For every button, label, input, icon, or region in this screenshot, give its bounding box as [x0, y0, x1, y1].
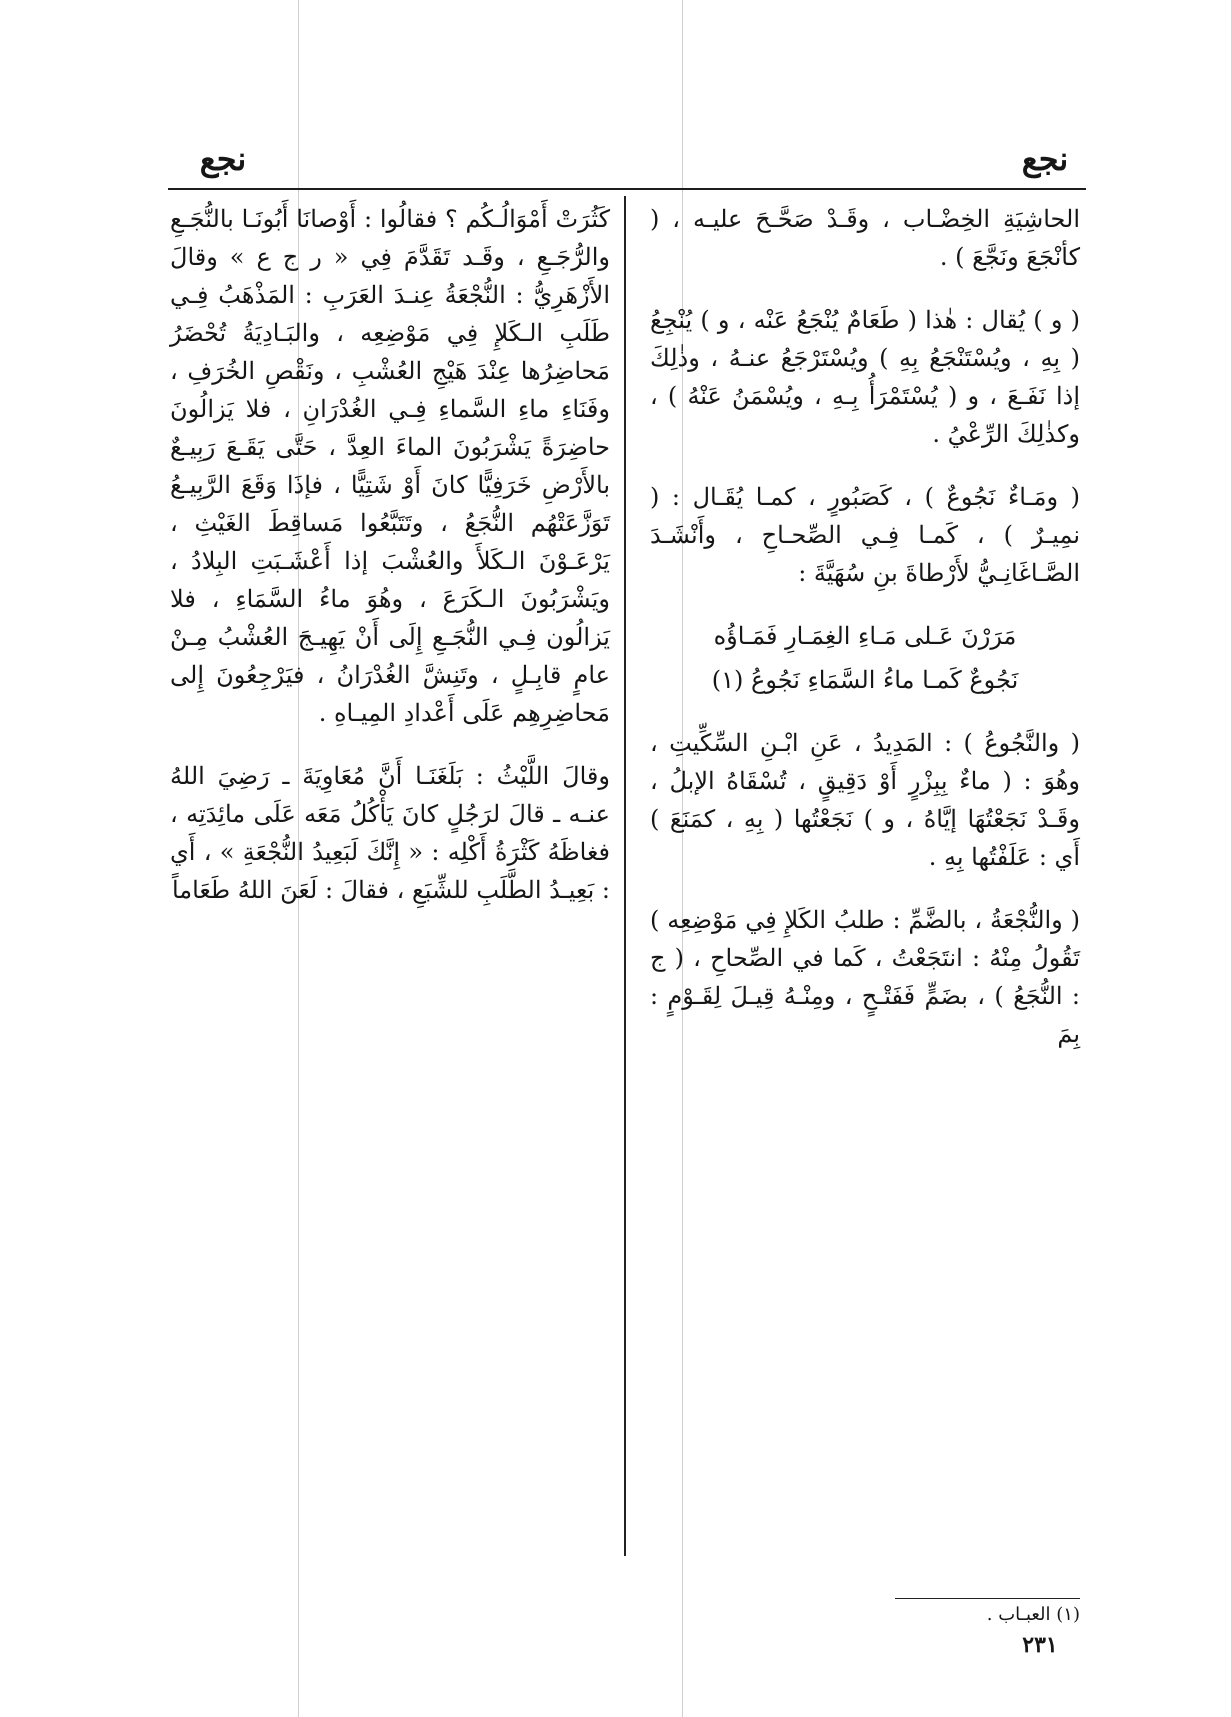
verse-line: مَرَرْنَ عَـلى مَـاءِ الغِمَـارِ فَمَـاؤُه — [713, 622, 1017, 650]
paragraph: ( ومَـاءٌ نَجُوعٌ ) ، كَصَبُورٍ ، كمـا يُقَـال : ( نمِيـرٌ ) ، كَمـا فِـي الصِّحـاحِ ، وأَنْشَـدَ الصَّـاغَانِـيُّ لأَرْطاةَ بنِ سُهَيَّةَ : — [650, 483, 1080, 587]
running-header-left: نجع — [199, 140, 247, 178]
column-divider — [624, 196, 626, 1556]
right-column — [650, 200, 1080, 1078]
header-rule — [168, 188, 1086, 190]
verse-line: نَجُوعٌ كَمـا ماءُ السَّمَاءِ نَجُوعُ (١) — [711, 666, 1019, 694]
paragraph: الحاشِيَةِ الخِضْـاب ، وقَـدْ صَحَّـحَ عليـه ، ( كأنْجَعَ ونَجَّعَ ) . — [650, 205, 1080, 271]
paragraph: ( والنُّجْعَةُ ، بالضَّمِّ : طلبُ الكَلإِ فِي مَوْضِعِه ) تَقُولُ مِنْهُ : انتَجَعْتُ ، كَما في الصِّحاحِ ، ( ج : النُّجَعُ ) ، بضَمٍّ فَفَتْـحٍ ، ومِنْـهُ قِيـلَ لِقَـوْمٍ : بِمَ — [650, 906, 1080, 1048]
footnote: (١) العبـاب . — [986, 1604, 1080, 1625]
footnote-rule — [895, 1598, 1080, 1599]
left-column — [170, 200, 610, 934]
page-number: ٢٣١ — [1022, 1632, 1058, 1658]
paragraph: وقالَ اللَّيْثُ : بَلَغَنَـا أَنَّ مُعَاوِيَةَ ـ رَضِيَ اللهُ عنـه ـ قالَ لرَجُلٍ كانَ يَأْكُلُ مَعَه عَلَى مائِدَتِه ، فغاظَهُ كَثْرَةُ أَكْلِه : « إِنَّكَ لَبَعِيدُ النُّجْعَةِ » ، أَي : بَعِيـدُ الطَّلَبِ للشِّبَعِ ، فقالَ : لَعَنَ اللهُ طَعَاماً — [170, 762, 610, 904]
running-header-right: نجع — [1021, 140, 1069, 178]
paragraph: ( والنَّجُوعُ ) : المَدِيدُ ، عَنِ ابْـنِ السِّكِّيتِ ، وهُوَ : ( ماءٌ بِبِزْرٍ أَوْ دَقِيقٍ ، تُسْقَاهُ الإبلُ ، وقَـدْ نَجَعْتُهَا إيَّاهُ ، و ) نَجَعْتُها ( بِهِ ، كمَنَعَ ) أَي : عَلَفْتُها بِهِ . — [650, 729, 1080, 871]
paragraph: كَثُرَتْ أَمْوَالُـكُم ؟ فقالُوا : أَوْصانَا أَبُونَـا بالنُّجَـعِ والرُّجَـعِ ، وقَـد تَقَدَّمَ فِي « ر ج ع » وقالَ الأَزْهَرِيُّ : النُّجْعَةُ عِنـدَ العَرَبِ : المَذْهَبُ فِـي طَلَبِ الـكَلإِ فِي مَوْضِعِه ، والبَـادِيَةُ تُحْضَرُ مَحاضِرُها عِنْدَ هَيْجِ العُشْبِ ، ونَقْصِ الخُرَفِ ، وفَنَاءِ ماءِ السَّماءِ فِـي الغُدْرَانِ ، فلا يَزالُونَ حاضِرَةً يَشْرَبُونَ الماءَ العِدَّ ، حَتَّى يَقَـعَ رَبِيـعٌ بالأَرْضِ خَرَفِيًّا كانَ أَوْ شَتِيًّا ، فإذَا وَقَعَ الرَّبِيـعُ تَوَزَّعَتْهُم النُّجَعُ ، وتَتَبَّعُوا مَساقِطَ الغَيْثِ ، يَرْعَـوْنَ الـكَلأَ والعُشْبَ إذا أَعْشَـبَتِ البِلادُ ، ويَشْرَبُونَ الـكَرَعَ ، وهُوَ ماءُ السَّمَاءِ ، فلا يَزالُون فِـي النُّجَـعِ إِلَى أَنْ يَهِيـجَ العُشْبُ مِـنْ عامٍ قابِـلٍ ، وتَنِشَّ الغُدْرَانُ ، فيَرْجِعُونَ إِلى مَحاضِرِهِم عَلَى أَعْدادِ المِيـاهِ . — [170, 205, 610, 727]
paragraph: ( و ) يُقال : هٰذا ( طَعَامٌ يُنْجَعُ عَنْه ، و ) يُنْجِعُ ( بِهِ ، ويُسْتَنْجَعُ بِهِ ) ويُسْتَرْجَعُ عنـهُ ، وذٰلِكَ إذا نَفَـعَ ، و ( يُسْتَمْرَأُ بِـهِ ، ويُسْمَنُ عَنْهُ ) ، وكذٰلِكَ الرِّعْيُ . — [650, 306, 1080, 448]
